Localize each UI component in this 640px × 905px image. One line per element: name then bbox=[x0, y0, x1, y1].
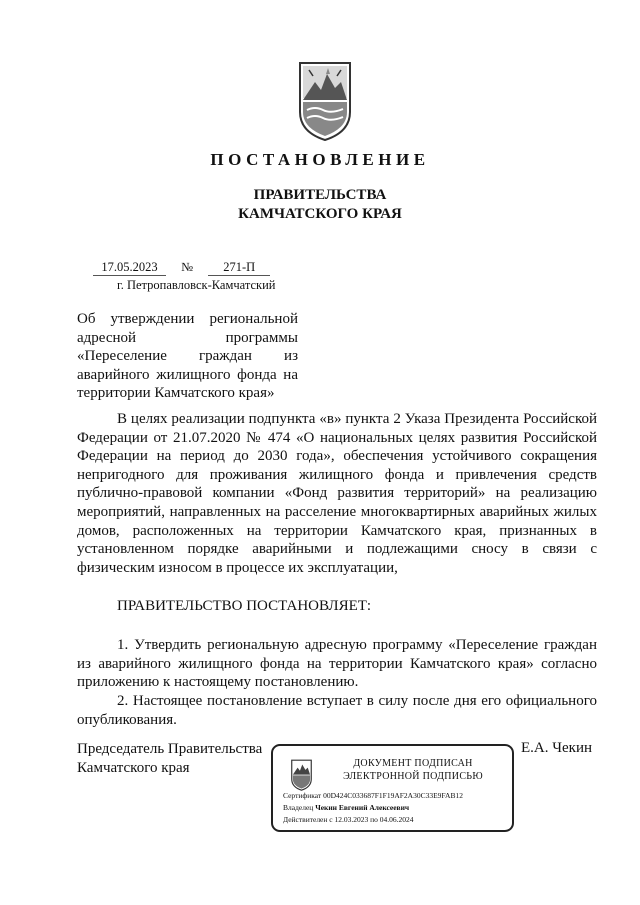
owner-value: Чекин Евгений Алексеевич bbox=[315, 803, 410, 812]
coat-of-arms-icon bbox=[297, 60, 353, 142]
stamp-heading-line-1: ДОКУМЕНТ ПОДПИСАН bbox=[353, 758, 473, 769]
certificate-value: 00D424C033687F1F19AF2A30C33E9FAB12 bbox=[323, 791, 463, 800]
document-title: ПОСТАНОВЛЕНИЕ bbox=[210, 150, 430, 169]
signatory-position-line-1: Председатель Правительства bbox=[77, 741, 263, 757]
valid-label: Действителен с bbox=[283, 815, 333, 824]
preamble-paragraph: В целях реализации подпункта «в» пункта 2 Указа Президента Российской Федерации от 21.07.2020 № 474 «О национальных целях развития Российской Федерации на период до 2030 года», обеспечения устойчивого сокращения непригодного для проживания жилищного фонда и привлечения средств публично-правовой компании «Фонд развития территорий» на реализацию мероприятий, направленных на расселение многоквартирных аварийных жилых домов, расположенных на территории Камчатского края, признанных в установленном порядке аварийными и подлежащими сносу в связи с физическим износом в процессе их эксплуатации, bbox=[77, 411, 597, 576]
signatory-name: Е.А. Чекин bbox=[521, 740, 592, 756]
valid-from: 12.03.2023 bbox=[334, 815, 369, 824]
stamp-heading-line-2: ЭЛЕКТРОННОЙ ПОДПИСЬЮ bbox=[343, 771, 483, 782]
valid-to-label: по bbox=[370, 815, 378, 824]
certificate-label: Сертификат bbox=[283, 791, 322, 800]
document-number: 271-П bbox=[208, 260, 270, 276]
resolution-heading: ПРАВИТЕЛЬСТВО ПОСТАНОВЛЯЕТ: bbox=[117, 598, 372, 614]
number-label: № bbox=[181, 260, 194, 274]
electronic-signature-stamp bbox=[271, 744, 514, 832]
city-line: г. Петропавловск-Камчатский bbox=[117, 278, 276, 292]
issuer-line-1: ПРАВИТЕЛЬСТВА bbox=[253, 187, 387, 203]
stamp-certificate bbox=[283, 791, 463, 800]
signatory-position-line-2: Камчатского края bbox=[77, 760, 190, 776]
owner-label: Владелец bbox=[283, 803, 314, 812]
valid-to: 04.06.2024 bbox=[379, 815, 414, 824]
stamp-validity bbox=[283, 815, 414, 824]
stamp-coat-of-arms-icon bbox=[290, 759, 313, 791]
issuer-block bbox=[0, 186, 640, 224]
document-subject: Об утверждении региональной адресной программы «Переселение граждан из аварийного жилищного фонда на территории Камчатского края» bbox=[77, 311, 298, 401]
issuer-line-2: КАМЧАТСКОГО КРАЯ bbox=[238, 206, 402, 222]
registration-line bbox=[93, 260, 270, 276]
document-date: 17.05.2023 bbox=[93, 260, 166, 276]
stamp-owner bbox=[283, 803, 409, 812]
resolution-item-2: 2. Настоящее постановление вступает в силу после дня его официального опубликования. bbox=[77, 693, 597, 728]
signatory-position bbox=[77, 740, 262, 778]
stamp-heading bbox=[318, 757, 508, 783]
resolution-item-1: 1. Утвердить региональную адресную программу «Переселение граждан из аварийного жилищного фонда на территории Камчатского края» согласно приложению к настоящему постановлению. bbox=[77, 637, 597, 691]
